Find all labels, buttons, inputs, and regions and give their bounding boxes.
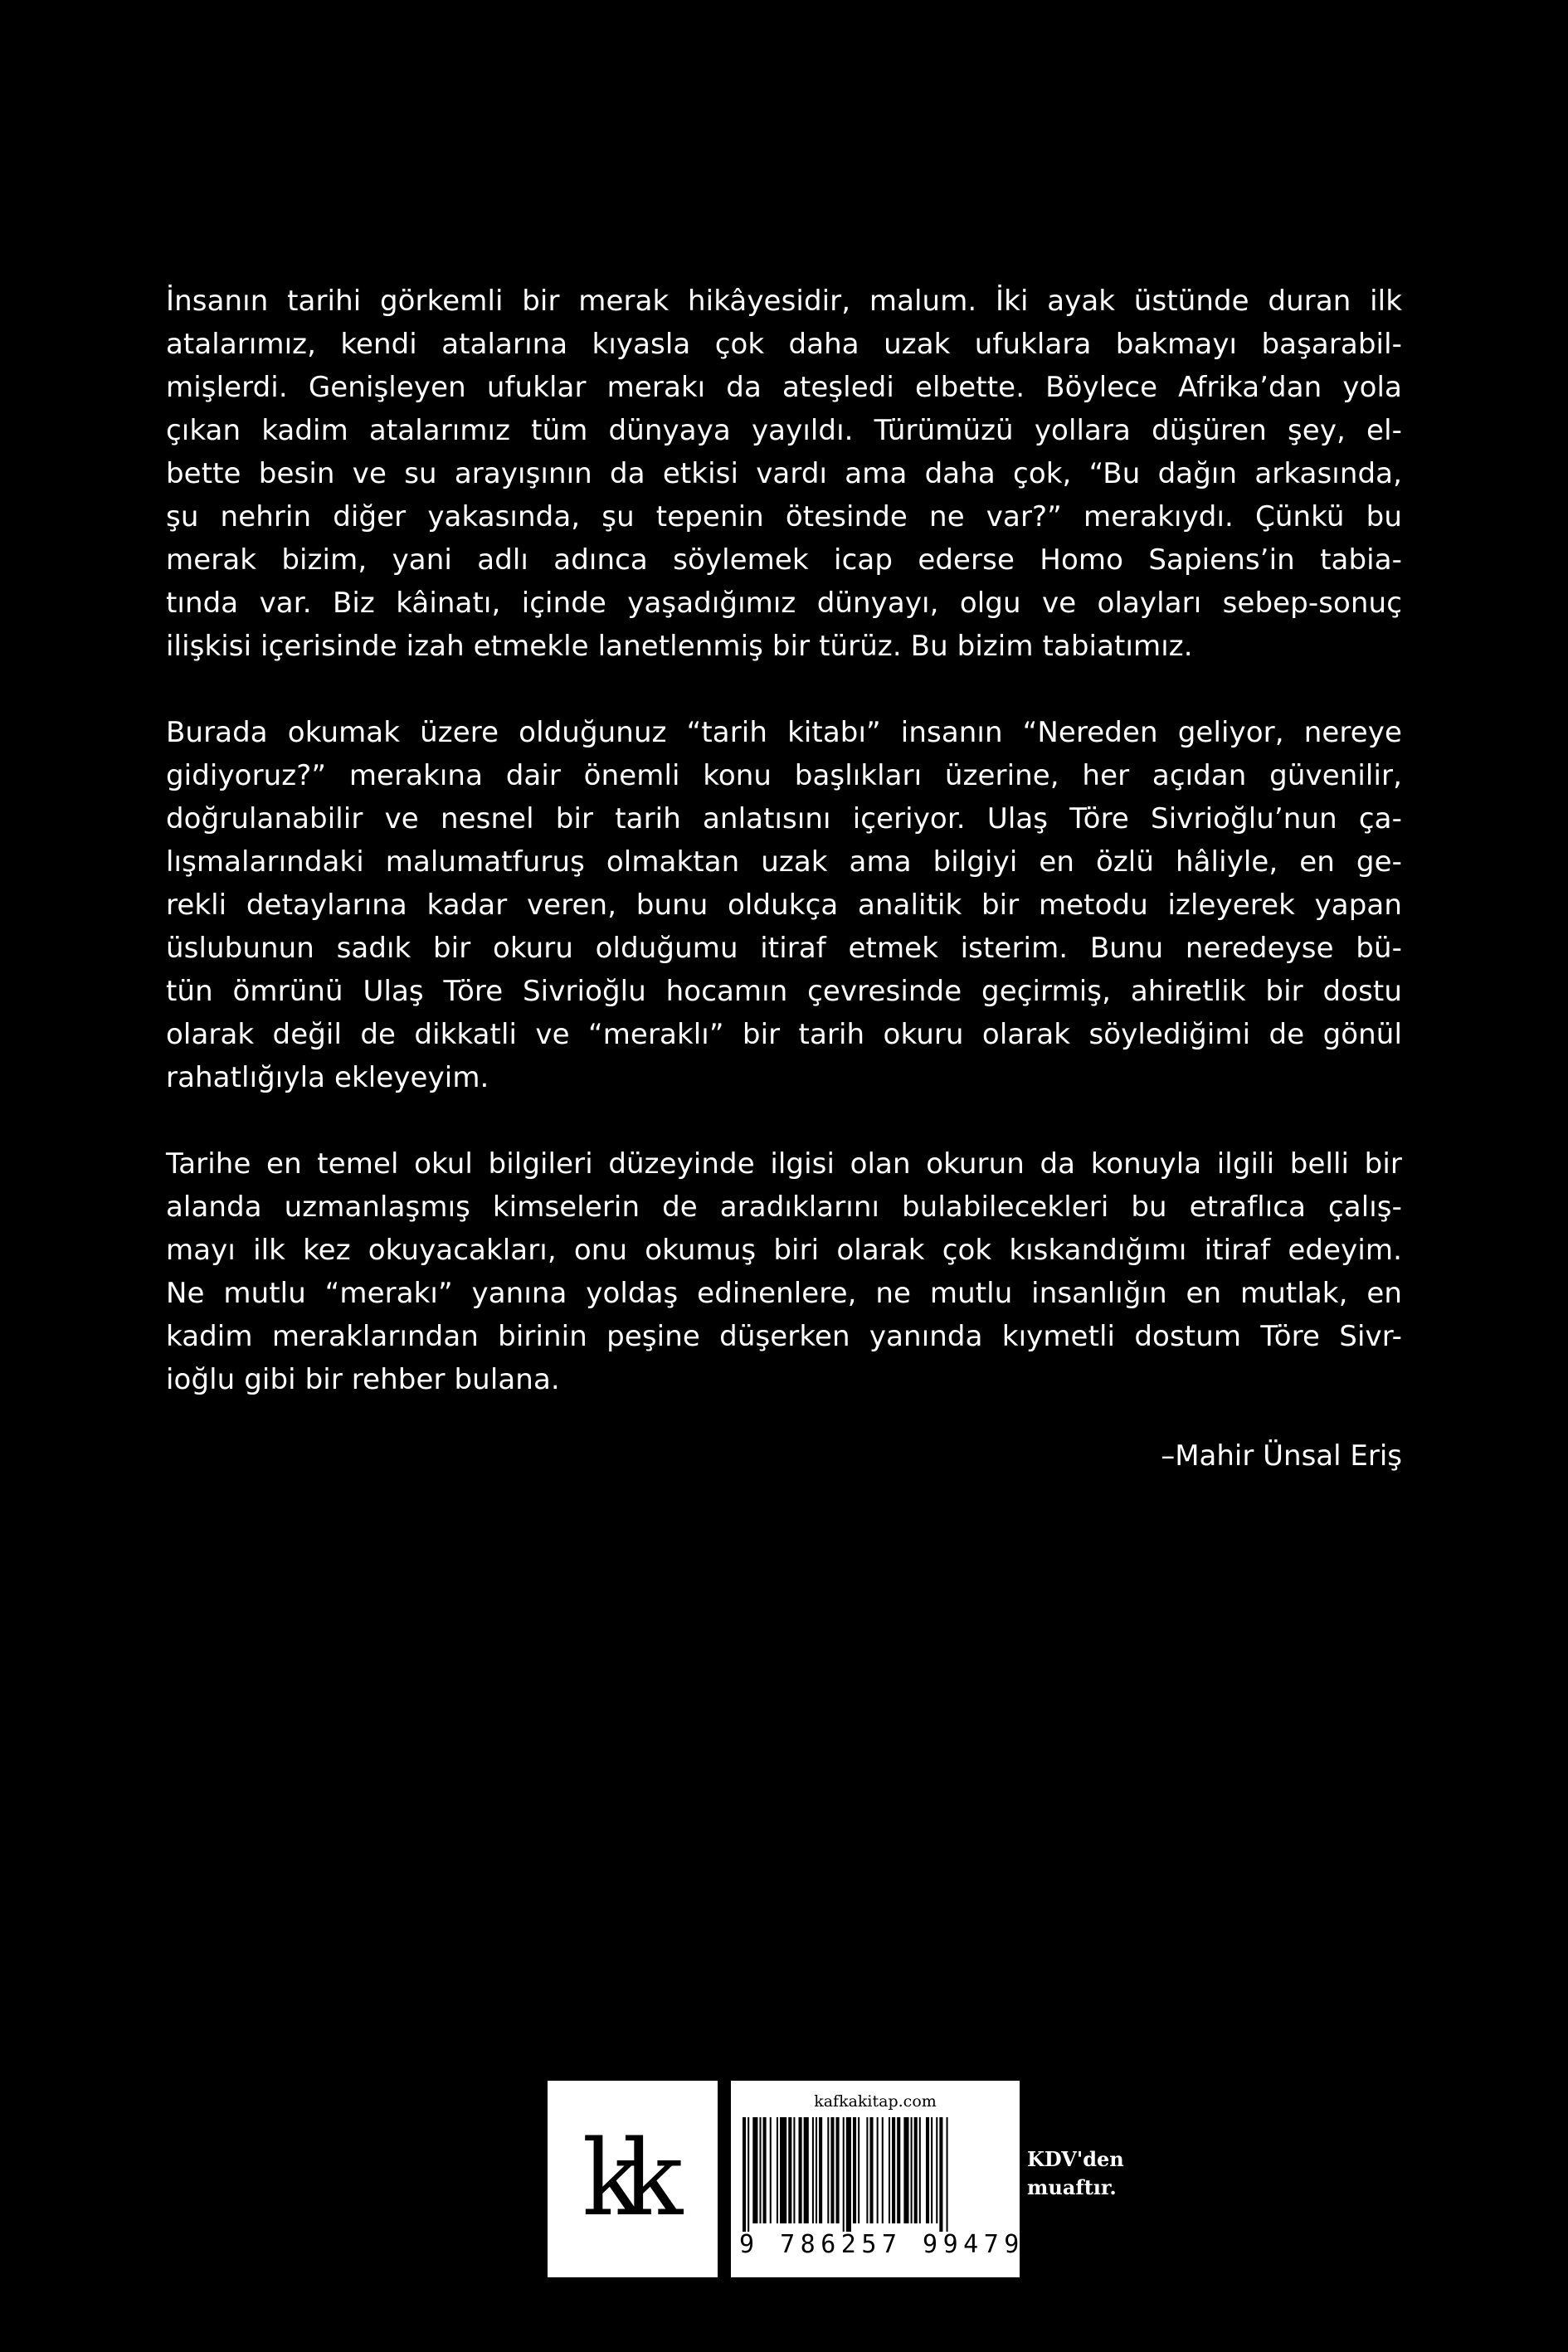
barcode-bar	[931, 2117, 933, 2223]
vat-exemption-note	[1027, 2145, 1124, 2202]
publisher-website: kafkakitap.com	[814, 2092, 937, 2111]
barcode-bar	[914, 2117, 918, 2223]
barcode-bar	[799, 2117, 802, 2223]
back-cover-text	[166, 280, 1402, 1478]
barcode-bar	[866, 2117, 868, 2223]
barcode-bar	[836, 2117, 840, 2223]
vat-line: KDV'den	[1027, 2147, 1124, 2171]
barcode-bar	[777, 2117, 778, 2223]
vat-line: muaftır.	[1027, 2175, 1117, 2199]
barcode-bar	[911, 2117, 913, 2223]
paragraph-line: mayı ilk kez okuyacakları, onu okumuş biri olarak çok kıskandığımı itiraf edeyim.	[166, 1234, 1402, 1267]
barcode-bar	[747, 2117, 749, 2232]
barcode-bar	[819, 2117, 822, 2223]
barcode-bar	[846, 2117, 851, 2232]
paragraph-line: rahatlığıyla ekleyeyim.	[166, 1061, 489, 1094]
barcode-bar	[903, 2117, 908, 2223]
barcode-bar	[793, 2117, 795, 2223]
barcode-bar	[882, 2117, 884, 2223]
paragraph-line: merak bizim, yani adlı adınca söylemek icap ederse Homo Sapiens’in tabia-	[166, 543, 1402, 577]
barcode-bar	[780, 2117, 786, 2223]
paragraph-line: tında var. Biz kâinatı, içinde yaşadığımız dünyayı, olgu ve olayları sebep-sonuç	[166, 587, 1402, 620]
barcode-bar	[939, 2117, 942, 2232]
paragraph-1	[166, 280, 1402, 668]
barcode-bar	[830, 2117, 834, 2223]
barcode-bar	[926, 2117, 929, 2223]
barcode-bar	[889, 2117, 890, 2223]
paragraph-line: çıkan kadim atalarımız tüm dünyaya yayıldı. Türümüzü yollara düşüren şey, el-	[166, 414, 1402, 447]
paragraph-3	[166, 1142, 1402, 1401]
paragraph-line: tün ömrünü Ulaş Töre Sivrioğlu hocamın çevresinde geçirmiş, ahiretlik bir dostu	[166, 975, 1402, 1008]
paragraph-line: kadim meraklarından birinin peşine düşerken yanında kıymetli dostum Töre Sivr-	[166, 1320, 1402, 1353]
paragraph-line: Burada okumak üzere olduğunuz “tarih kitabı” insanın “Nereden geliyor, nereye	[166, 716, 1402, 749]
barcode-bar	[947, 2117, 948, 2232]
paragraph-line: atalarımız, kendi atalarına kıyasla çok daha uzak ufuklara bakmayı başarabil-	[166, 328, 1402, 361]
barcode-bar	[812, 2117, 814, 2223]
paragraph-line: olarak değil de dikkatli ve “meraklı” bir tarih okuru olarak söylediğimi de gönül	[166, 1018, 1402, 1051]
barcode-bar	[788, 2117, 791, 2223]
barcode-bar	[763, 2117, 767, 2223]
barcode-bar	[919, 2117, 921, 2223]
paragraph-line: Tarihe en temel okul bilgileri düzeyinde ilgisi olan okurun da konuyla ilgili belli bir	[166, 1147, 1402, 1181]
paragraph-line: İnsanın tarihi görkemli bir merak hikâyesidir, malum. İki ayak üstünde duran ilk	[166, 285, 1402, 318]
barcode-bar	[759, 2117, 761, 2223]
barcode-bar	[892, 2117, 895, 2223]
paragraph-line: ilişkisi içerisinde izah etmekle lanetlenmiş bir türüz. Bu bizim tabiatımız.	[166, 630, 1193, 663]
isbn-digits: 9 786257 994798	[739, 2230, 1045, 2259]
barcode-bar	[743, 2117, 746, 2232]
publisher-logo-mark: kk	[582, 2118, 664, 2239]
paragraph-2	[166, 711, 1402, 1099]
isbn-barcode-panel	[731, 2081, 1045, 2277]
barcode-bar	[752, 2117, 757, 2223]
barcode-bar	[877, 2117, 879, 2223]
paragraph-line: rekli detaylarına kadar veren, bunu oldukça analitik bir metodu izleyerek yapan	[166, 889, 1402, 922]
barcode-icon	[741, 2117, 1010, 2232]
publisher-logo	[548, 2081, 718, 2277]
barcode-bar	[853, 2117, 856, 2223]
barcode-bar	[804, 2117, 809, 2223]
paragraph-line: alanda uzmanlaşmış kimselerin de aradıklarını bulabilecekleri bu etraflıca çalış-	[166, 1191, 1402, 1224]
paragraph-line: şu nehrin diğer yakasında, şu tepenin ötesinde ne var?” merakıydı. Çünkü bu	[166, 500, 1402, 533]
paragraph-line: mişlerdi. Genişleyen ufuklar merakı da ateşledi elbette. Böylece Afrika’dan yola	[166, 371, 1402, 404]
barcode-bar	[858, 2117, 859, 2223]
paragraph-line: gidiyoruz?” merakına dair önemli konu başlıkları üzerine, her açıdan güvenilir,	[166, 759, 1402, 792]
barcode-bar	[869, 2117, 873, 2223]
barcode-bar	[816, 2117, 817, 2223]
paragraph-line: lışmalarındaki malumatfuruş olmaktan uzak ama bilgiyi en özlü hâliyle, en ge-	[166, 845, 1402, 879]
paragraph-line: ioğlu gibi bir rehber bulana.	[166, 1363, 560, 1396]
barcode-bar	[843, 2117, 845, 2232]
barcode-bar	[827, 2117, 829, 2223]
author-signature: –Mahir Ünsal Eriş	[1161, 1439, 1402, 1473]
barcode-bar	[897, 2117, 900, 2223]
paragraph-line: doğrulanabilir ve nesnel bir tarih anlatısını içeriyor. Ulaş Töre Sivrioğlu’nun ça-	[166, 802, 1402, 835]
paragraph-line: bette besin ve su arayışının da etkisi vardı ama daha çok, “Bu dağın arkasında,	[166, 457, 1402, 490]
barcode-bar	[936, 2117, 937, 2223]
barcode-bar	[770, 2117, 772, 2223]
paragraph-line: üslubunun sadık bir okuru olduğumu itiraf etmek isterim. Bunu neredeyse bü-	[166, 932, 1402, 965]
paragraph-line: Ne mutlu “merakı” yanına yoldaş edinenlere, ne mutlu insanlığın en mutlak, en	[166, 1277, 1402, 1310]
